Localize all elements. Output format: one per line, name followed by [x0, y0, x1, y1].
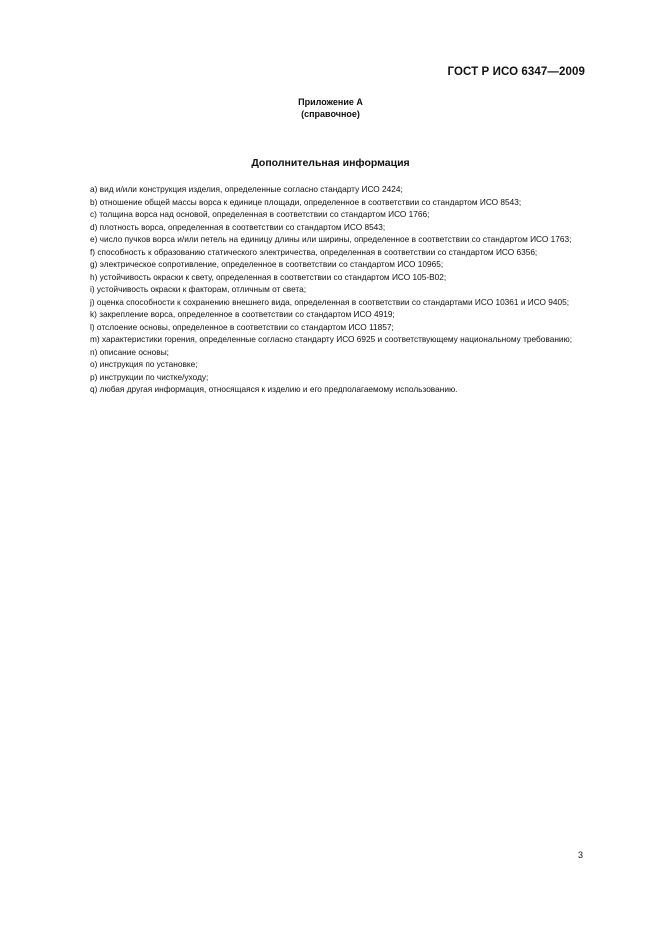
list-item-m: m) характеристики горения, определенные согласно стандарту ИСО 6925 и соответствующему национальному требованию; — [90, 334, 573, 344]
list-item-p: p) инструкции по чистке/уходу; — [90, 371, 209, 382]
annex-title: Приложение А — [298, 97, 363, 107]
document-code: ГОСТ Р ИСО 6347—2009 — [447, 66, 585, 78]
list-item-d: d) плотность ворса, определенная в соответствии со стандартом ИСО 8543; — [90, 221, 386, 232]
list-item-l: l) отслоение основы, определенное в соответствии со стандартом ИСО 11857; — [90, 321, 394, 332]
info-list — [76, 183, 584, 396]
page-number: 3 — [578, 850, 584, 860]
list-item-b: b) отношение общей массы ворса к единице площади, определенное в соответствии со стандартом ИСО 8543; — [90, 196, 522, 207]
list-item-n: n) описание основы; — [90, 346, 169, 357]
list-item-a: a) вид и/или конструкция изделия, определенные согласно стандарту ИСО 2424; — [90, 184, 403, 194]
list-item-k: k) закрепление ворса, определенное в соответствии со стандартом ИСО 4919; — [90, 309, 395, 319]
list-item-e: e) число пучков ворса и/или петель на единицу длины или ширины, определенное в соответствии со стандартом ИСО 1763; — [90, 234, 572, 244]
list-item-h: h) устойчивость окраски к свету, определенная в соответствии со стандартом ИСО 105-В02; — [90, 271, 447, 282]
list-item-f: f) способность к образованию статического электричества, определенная в соответствии со стандартом ИСО 6356; — [90, 246, 538, 257]
section-title: Дополнительная информация — [251, 157, 410, 169]
list-item-i: i) устойчивость окраски к факторам, отличным от света; — [90, 284, 307, 294]
annex-type: (справочное) — [301, 109, 360, 119]
list-item-g: g) электрическое сопротивление, определенное в соответствии со стандартом ИСО 10965; — [90, 259, 444, 269]
list-item-j: j) оценка способности к сохранению внешнего вида, определенная в соответствии со стандартами ИСО 10361 и ИСО 9405; — [90, 296, 570, 307]
list-item-o: o) инструкция по установке; — [90, 359, 198, 369]
list-item-q: q) любая другая информация, относящаяся к изделию и его предполагаемому использованию. — [90, 384, 458, 394]
list-item-c: c) толщина ворса над основой, определенная в соответствии со стандартом ИСО 1766; — [90, 209, 430, 219]
